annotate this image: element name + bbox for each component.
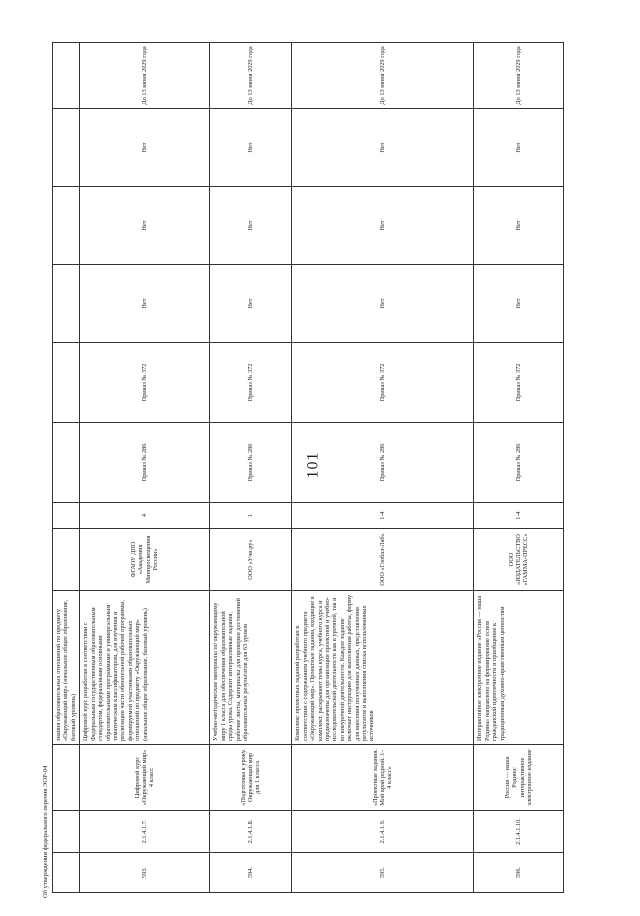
table-cell-order2: Приказ № 372 [210,343,292,423]
table-cell-org: ООО «Учи.ру» [210,529,292,591]
table-cell-no2: Нет [474,187,564,265]
table-cell-code: 2.1.4.1.7. [80,811,210,853]
table-row [53,43,80,893]
table-cell-no1: Нет [210,265,292,343]
table-cell-no2: Нет [80,187,210,265]
table-cell-number: 594. [210,853,292,893]
table-cell-order1: Приказ № 286 [210,423,292,503]
table-cell-org: ООО «Глобал-Лаб» [292,529,474,591]
table-cell-no3: Нет [80,109,210,187]
table-cell-class: 1-4 [474,503,564,529]
table-cell-class: 1 [210,503,292,529]
table-cell-number: 595. [292,853,474,893]
resources-table [52,42,564,893]
table-cell-class: 4 [80,503,210,529]
table-cell-description: знания образовательных отношений по предмету «Окружающий мир» (начальное общее образование, базовый уровень) [53,591,80,745]
table-cell-description: Цифровой курс разработан в соответствии с Федеральным государственным образовательным стандартом, федеральными основными образовательными программами и универсальным тематическим классификатором, для изучения и реализации части обязательной рабочей программы, формируемой участниками образовательных отношений по предмету «Окружающий мир» (начальное общее образование, базовый уровень) [80,591,210,745]
table-cell-name: «Подготовка к уроку. Окружающий мир для 1 класса [210,745,292,811]
table-cell-name: «Проектные задания. Мой край родной. 1–4 класс» [292,745,474,811]
table-cell-description: Интерактивное электронное издание «Россия — наша Родина» направлено на формирование основ гражданской идентичности и приобщение к традиционным духовно-нравственным ценностям [474,591,564,745]
table-cell-class: 1-4 [292,503,474,529]
table-cell-no2: Нет [210,187,292,265]
table-cell-no3: Нет [210,109,292,187]
table-cell-order2: Приказ № 372 [292,343,474,423]
table-cell-name: Цифровой курс «Окружающий мир» 4 класс [80,745,210,811]
table-cell-order1: Приказ № 286 [292,423,474,503]
table-row [210,43,292,893]
table-cell-order1: Приказ № 286 [80,423,210,503]
table-cell-code: 2.1.4.1.10. [474,811,564,853]
table-cell-order2: Приказ № 372 [80,343,210,423]
table-cell-date: До 13 июня 2029 года [210,43,292,109]
rotated-table-wrapper [52,43,572,893]
table-cell-no1: Нет [80,265,210,343]
table-cell-no2: Нет [292,187,474,265]
page-number: 101 [304,451,322,479]
table-cell-date: До 13 июня 2029 года [474,43,564,109]
table-cell-number: 596. [474,853,564,893]
table-cell-description: Комплекс проектных заданий разработан в соответствии с содержанием учебного предмета «Окружающий мир». Проектные задания, входящие в комплект, раскрывают темы курса, учебного курса и предназначены для организации проектной и учебно-исследовательской деятельности как в урочной, так и во внеурочной деятельности. Каждое задание включает инструкцию для выполнения работы, форму для внесения полученных данных, представления результатов и выполнения списка использованных источников [292,591,474,745]
table-cell-org: ФГАОУ ДПО «Академия Минпросвещения России» [80,529,210,591]
table-row [474,43,564,893]
table-cell-code: 2.1.4.1.9. [292,811,474,853]
table-cell-no3: Нет [292,109,474,187]
table-cell-order1: Приказ № 286 [474,423,564,503]
table-row [292,43,474,893]
footer-note: Об утверждении федерального перечня ЭОР-04 [42,765,49,898]
table-cell-org: ООО «ИЗДАТЕЛЬСТВО «ГАММА-ПРЕСС» [474,529,564,591]
table-cell-no3: Нет [474,109,564,187]
table-cell-no1: Нет [474,265,564,343]
table-cell-description: Учебно-методические материалы по окружающему миру 1 класса для обеспечения образовательной среды урока. Содержит интерактивные задания, рабочие листы, материалы для проверки достижений образовательных результатов для 63 уроков [210,591,292,745]
table-cell-date: До 13 июня 2029 года [80,43,210,109]
table-cell-date: До 13 июня 2029 года [292,43,474,109]
table-cell-number: 593. [80,853,210,893]
table-cell-name: Россия — наша Родина: интерактивное электронное издание [474,745,564,811]
table-cell-no1: Нет [292,265,474,343]
table-row [80,43,210,893]
table-cell-code: 2.1.4.1.8. [210,811,292,853]
table-cell-order2: Приказ № 372 [474,343,564,423]
